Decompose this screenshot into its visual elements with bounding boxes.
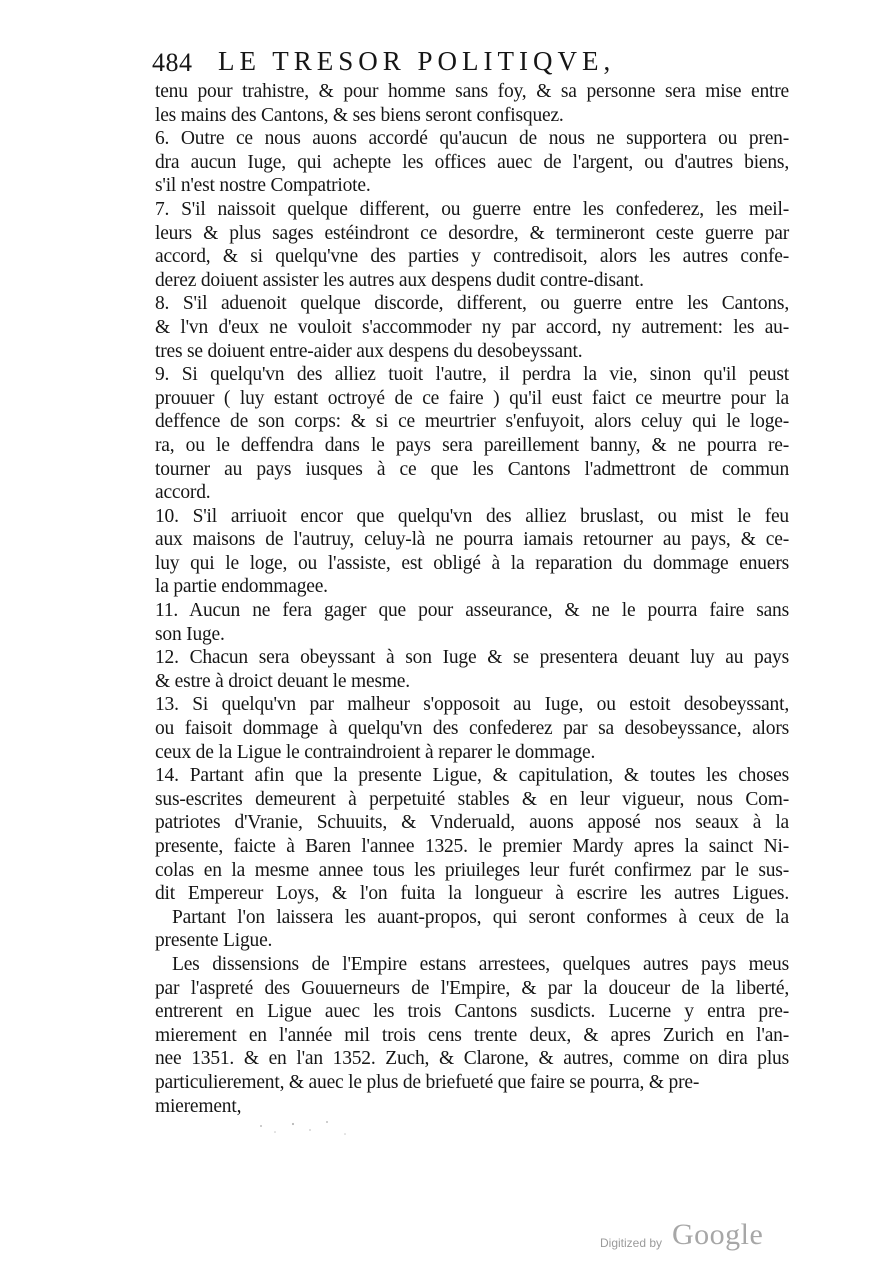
body-text bbox=[155, 80, 789, 1118]
google-logo: Google bbox=[672, 1218, 764, 1251]
text-line: colas en la mesme annee tous les priuileges leur furét confirmez par le sus- bbox=[155, 859, 789, 881]
text-line: luy qui le loge, ou l'assiste, est obligé à la reparation du dommage enuers bbox=[155, 552, 789, 574]
text-line: deffence de son corps: & si ce meurtrier s'enfuyoit, alors celuy qui le loge- bbox=[155, 411, 789, 433]
text-line: 6. Outre ce nous auons accordé qu'aucun de nous ne supportera ou pren- bbox=[155, 128, 789, 150]
text-line: dit Empereur Loys, & l'on fuita la longueur à escrire les autres Ligues. bbox=[155, 883, 789, 905]
text-line: 8. S'il aduenoit quelque discorde, different, ou guerre entre les Cantons, bbox=[155, 293, 789, 315]
text-line: sus-escrites demeurent à perpetuité stables & en leur vigueur, nous Com- bbox=[155, 788, 789, 810]
text-line: s'il n'est nostre Compatriote. bbox=[155, 175, 371, 197]
text-line: presente, faicte à Baren l'annee 1325. le premier Mardy apres la sainct Ni- bbox=[155, 836, 789, 857]
text-line: Les dissensions de l'Empire estans arrestees, quelques autres pays meus bbox=[172, 953, 789, 975]
text-line: patriotes d'Vranie, Schuuits, & Vnderuald, auons apposé nos seaux à la bbox=[155, 812, 789, 834]
text-line: mierement en l'année mil trois cens trente deux, & apres Zurich en l'an- bbox=[155, 1024, 789, 1046]
text-line: & l'vn d'eux ne vouloit s'accommoder ny par accord, ny autrement: les au- bbox=[155, 316, 789, 338]
text-line: entrerent en Ligue auec les trois Cantons susdicts. Lucerne y entra pre- bbox=[155, 1001, 789, 1023]
text-line: prouuer ( luy estant octroyé de ce faire ) qu'il eust faict ce meurtre pour la bbox=[155, 387, 789, 409]
text-line: 7. S'il naissoit quelque different, ou guerre entre les confederez, les meil- bbox=[155, 198, 789, 220]
page-number: 484 bbox=[152, 48, 193, 77]
page-header bbox=[152, 44, 792, 84]
text-line: leurs & plus sages estéindront ce desordre, & termineront ceste guerre par bbox=[155, 222, 789, 244]
text-line: accord, & si quelqu'vne des parties y contredisoit, alors les autres confe- bbox=[155, 246, 789, 268]
text-line: ou faisoit dommage à quelqu'vn des confederez par sa desobeyssance, alors bbox=[155, 718, 789, 740]
text-line: dra aucun Iuge, qui achepte les offices auec de l'argent, ou d'autres biens, bbox=[155, 151, 789, 173]
text-line: aux maisons de l'autruy, celuy-là ne pourra iamais retourner au pays, & ce- bbox=[155, 529, 789, 551]
text-line: tourner au pays iusques à ce que les Cantons l'admettront de commun bbox=[155, 458, 789, 480]
text-line: presente Ligue. bbox=[155, 930, 273, 952]
text-line: la partie endommagee. bbox=[155, 576, 328, 598]
text-line: 10. S'il arriuoit encor que quelqu'vn des alliez bruslast, ou mist le feu bbox=[155, 505, 789, 527]
text-line: 11. Aucun ne fera gager que pour asseurance, & ne le pourra faire sans bbox=[155, 600, 789, 622]
text-line: accord. bbox=[155, 482, 211, 504]
text-line: 12. Chacun sera obeyssant à son Iuge & se presentera deuant luy au pays bbox=[155, 647, 789, 669]
digitization-watermark bbox=[600, 1218, 800, 1258]
text-line: tres se doiuent entre-aider aux despens du desobeyssant. bbox=[155, 340, 583, 362]
text-line: tenu pour trahistre, & pour homme sans foy, & sa personne sera mise entre bbox=[155, 81, 789, 102]
text-line: ra, ou le deffendra dans le pays sera pareillement banny, & ne pourra re- bbox=[155, 434, 789, 456]
text-line: & estre à droict deuant le mesme. bbox=[155, 670, 410, 692]
text-line: 9. Si quelqu'vn des alliez tuoit l'autre, il perdra la vie, sinon qu'il peust bbox=[155, 364, 789, 386]
text-line: Partant l'on laissera les auant-propos, qui seront conformes à ceux de la bbox=[172, 906, 789, 928]
text-line: nee 1351. & en l'an 1352. Zuch, & Clarone, & autres, comme on dira plus bbox=[155, 1048, 789, 1070]
text-line: mierement, bbox=[155, 1095, 242, 1117]
text-line: derez doiuent assister les autres aux despens dudit contre-disant. bbox=[155, 269, 644, 291]
text-line: 14. Partant afin que la presente Ligue, & capitulation, & toutes les choses bbox=[155, 765, 789, 787]
text-line: particulierement, & auec le plus de briefueté que faire se pourra, & pre- bbox=[155, 1071, 700, 1093]
running-head: LE TRESOR POLITIQVE, bbox=[218, 46, 616, 76]
digitized-by-label: Digitized by bbox=[600, 1236, 663, 1250]
scan-specks bbox=[255, 1112, 365, 1142]
text-line: ceux de la Ligue le contraindroient à reparer le dommage. bbox=[155, 741, 596, 763]
text-line: par l'aspreté des Gouuerneurs de l'Empire, & par la douceur de la liberté, bbox=[155, 977, 789, 999]
text-line: 13. Si quelqu'vn par malheur s'opposoit au Iuge, ou estoit desobeyssant, bbox=[155, 694, 789, 716]
text-line: son Iuge. bbox=[155, 623, 225, 645]
text-line: les mains des Cantons, & ses biens seront confisquez. bbox=[155, 104, 564, 126]
